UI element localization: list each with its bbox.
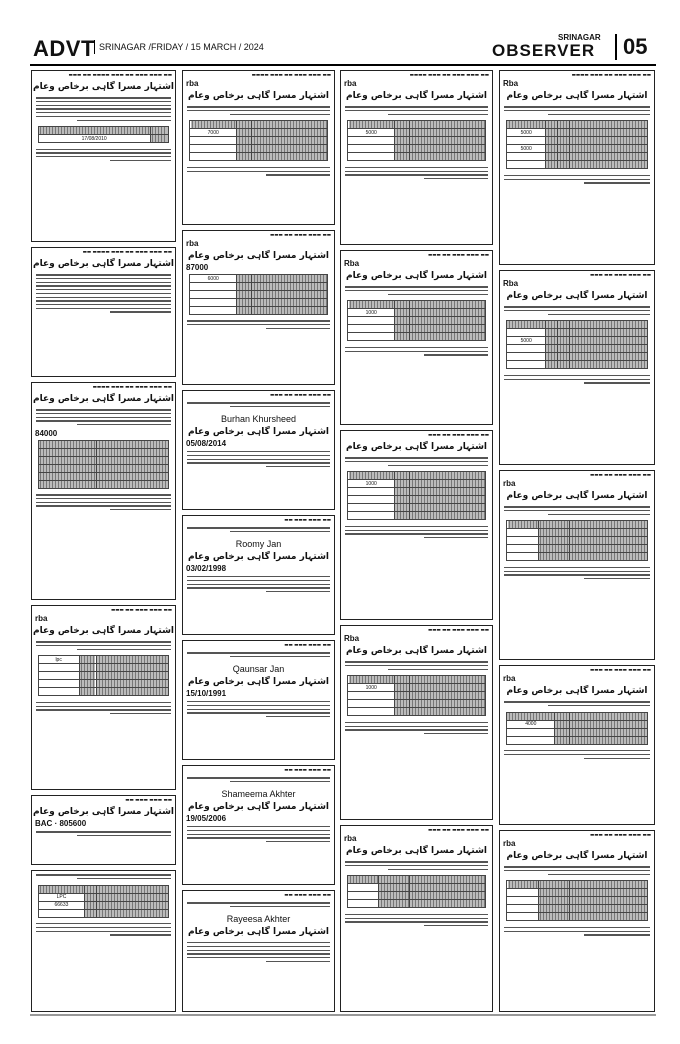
ad-person-name: Roomy Jan [235, 538, 282, 549]
ad-cell: 5000 [507, 145, 546, 153]
ad-amount: 87000 [186, 263, 209, 272]
section-label: ADVT [33, 36, 95, 61]
ad-title: اشتہار مسرا گاہی برخاص وعام [32, 626, 175, 636]
ad-tag: Rba [344, 634, 360, 643]
ad-cell: 6000 [190, 275, 237, 283]
ad-date: 19/05/2006 [186, 813, 227, 823]
ad-a1 [31, 70, 176, 242]
ad-c4: ▬▬ ▬▬▬ ▬▬▬ ▬▬ ▬▬▬ Rba اشتہار مسرا گاہی برخاص وعام 1000 [340, 625, 493, 820]
ad-c1: ▬▬ ▬▬▬ ▬▬▬ ▬▬ ▬▬▬ ▬▬▬▬ rba اشتہار مسرا گاہی برخاص وعام 5000 [340, 70, 493, 245]
ad-table [38, 126, 170, 143]
ad-cell: 5000 [507, 129, 546, 137]
ad-d4: ▬▬ ▬▬▬ ▬▬▬ ▬▬ ▬▬▬ rba اشتہار مسرا گاہی برخاص وعام 4000 [499, 665, 655, 825]
ad-a2: ▬▬ ▬▬▬ ▬▬▬ ▬▬ ▬▬▬ ▬▬▬▬ ▬▬ اشتہار مسرا گاہی برخاص وعام [31, 247, 176, 377]
ad-cell: 1000 [348, 309, 395, 317]
ad-table [347, 120, 486, 161]
ad-table [347, 675, 486, 716]
ad-d2: ▬▬ ▬▬▬ ▬▬▬ ▬▬ ▬▬▬ Rba اشتہار مسرا گاہی برخاص وعام 5000 [499, 270, 655, 465]
ad-title: اشتہار مسرا گاہی برخاص وعام [187, 426, 330, 437]
ad-title: اشتہار مسرا گاہی برخاص وعام [32, 259, 175, 269]
ad-table [506, 712, 648, 745]
ad-tag: Rba [503, 79, 519, 88]
ad-tag: Rba [503, 279, 519, 288]
ad-cell: 5000 [348, 129, 395, 137]
ad-date: 15/10/1991 [186, 688, 227, 698]
ad-title: اشتہار مسرا گاہی برخاص وعام [345, 442, 488, 452]
ad-title: اشتہار مسرا گاہی برخاص وعام [187, 676, 330, 687]
ad-tag: rba [503, 674, 516, 683]
ad-title: اشتہار مسرا گاہی برخاص وعام [187, 551, 330, 562]
ad-title: اشتہار مسرا گاہی برخاص وعام [506, 291, 648, 301]
ad-b5: ▬▬ ▬▬▬ ▬▬▬ ▬▬ Qaunsar Jan اشتہار مسرا گاہی برخاص وعام 15/10/1991 [182, 640, 335, 760]
ad-date: 05/08/2014 [186, 438, 227, 448]
ad-table [189, 274, 328, 315]
ad-title: اشتہار مسرا گاہی برخاص وعام [32, 807, 175, 817]
ad-table [38, 440, 170, 489]
ad-tag: LPC [38, 893, 84, 901]
ad-cell: lpc [38, 656, 79, 664]
ad-b3: ▬▬ ▬▬▬ ▬▬▬ ▬▬ ▬▬▬ Burhan Khursheed اشتہار مسرا گاہی برخاص وعام 05/08/2014 [182, 390, 335, 510]
ad-b1: ▬▬ ▬▬▬ ▬▬▬ ▬▬ ▬▬▬ ▬▬▬▬ rba اشتہار مسرا گاہی برخاص وعام 7000 [182, 70, 335, 225]
ad-amount: 805600 [59, 819, 87, 828]
ad-b6: ▬▬ ▬▬▬ ▬▬▬ ▬▬ Shameema Akhter اشتہار مسرا گاہی برخاص وعام 19/05/2006 [182, 765, 335, 885]
ad-tag: rba [344, 79, 357, 88]
brand-city: SRINAGAR [558, 33, 601, 42]
ad-person-name: Rayeesa Akhter [226, 913, 291, 924]
ad-table [506, 120, 648, 169]
ad-table [506, 320, 648, 369]
ad-date: 17/08/2010 [38, 135, 150, 143]
ad-title: اشتہار مسرا گاہی برخاص وعام [506, 686, 648, 696]
ad-tag: rba [35, 614, 48, 623]
ad-c3: ▬▬ ▬▬▬ ▬▬▬ ▬▬ ▬▬▬ اشتہار مسرا گاہی برخاص وعام 1000 [340, 430, 493, 620]
ad-a3: ▬▬ ▬▬▬ ▬▬▬ ▬▬ ▬▬▬ ▬▬▬▬ اشتہار مسرا گاہی برخاص وعام 84000 [31, 382, 176, 600]
ad-title: اشتہار مسرا گاہی برخاص وعام [32, 394, 175, 404]
ad-d3: ▬▬ ▬▬▬ ▬▬▬ ▬▬ ▬▬▬ rba اشتہار مسرا گاہی برخاص وعام [499, 470, 655, 660]
ad-cell: 1000 [348, 684, 395, 692]
ad-b2: ▬▬ ▬▬▬ ▬▬▬ ▬▬ ▬▬▬ rba اشتہار مسرا گاہی برخاص وعام 87000 6000 [182, 230, 335, 385]
ad-tag: rba [503, 839, 516, 848]
ad-table [38, 655, 170, 696]
ad-title: اشتہار مسرا گاہی برخاص وعام [506, 91, 648, 101]
ad-title: اشتہار مسرا گاہی برخاص وعام [345, 646, 488, 656]
ad-person-name: Qaunsar Jan [232, 663, 285, 674]
ad-table [38, 885, 170, 918]
ad-c5: ▬▬ ▬▬▬ ▬▬▬ ▬▬ ▬▬▬ rba اشتہار مسرا گاہی برخاص وعام [340, 825, 493, 1012]
ad-cell: 1000 [348, 480, 395, 488]
dateline: SRINAGAR /FRIDAY / 15 MARCH / 2024 [94, 40, 264, 54]
ad-title: اشتہار مسرا گاہی برخاص وعام [345, 846, 488, 856]
ad-person-name: Shameema Akhter [221, 788, 296, 799]
ad-date: 03/02/1998 [186, 563, 227, 573]
ad-person-name: Burhan Khursheed [220, 413, 297, 424]
page-number: 05 [615, 34, 647, 60]
ad-tag: rba [503, 479, 516, 488]
ad-title: اشتہار مسرا گاہی برخاص وعام [345, 91, 488, 101]
brand-logo: OBSERVER [492, 41, 596, 60]
ad-table [347, 875, 486, 908]
ad-header: ▬▬ ▬▬▬ ▬▬▬ ▬▬ ▬▬▬ ▬▬▬▬ ▬▬ ▬▬▬ [68, 73, 172, 78]
ad-title: اشتہار مسرا گاہی برخاص وعام [506, 491, 648, 501]
ad-title: اشتہار مسرا گاہی برخاص وعام [187, 91, 330, 101]
ad-a5: ▬▬ ▬▬▬ ▬▬▬ ▬▬ اشتہار مسرا گاہی برخاص وعام BAC · 805600 [31, 795, 176, 865]
ad-tag: rba [186, 239, 199, 248]
ad-title: اشتہار مسرا گاہی برخاص وعام [187, 801, 330, 812]
ad-amount: 66633 [38, 901, 84, 909]
ad-title: اشتہار مسرا گاہی برخاص وعام [187, 251, 330, 261]
ad-table [506, 880, 648, 921]
masthead [0, 0, 680, 62]
ad-b7: ▬▬ ▬▬▬ ▬▬▬ ▬▬ Rayeesa Akhter اشتہار مسرا گاہی برخاص وعام [182, 890, 335, 1012]
ad-tag: rba [186, 79, 199, 88]
ad-cell: 4000 [507, 720, 555, 728]
ad-table [347, 471, 486, 520]
ad-cell: 5000 [507, 337, 546, 345]
ad-d1: ▬▬ ▬▬▬ ▬▬▬ ▬▬ ▬▬▬ ▬▬▬▬ Rba اشتہار مسرا گاہی برخاص وعام 5000 5000 [499, 70, 655, 265]
ad-tag: Rba [344, 259, 360, 268]
ad-c2: ▬▬ ▬▬▬ ▬▬▬ ▬▬ ▬▬▬ Rba اشتہار مسرا گاہی برخاص وعام 1000 [340, 250, 493, 425]
masthead-rule [30, 64, 656, 66]
ad-table [189, 120, 328, 161]
ad-table [347, 300, 486, 341]
ad-d5: ▬▬ ▬▬▬ ▬▬▬ ▬▬ ▬▬▬ rba اشتہار مسرا گاہی برخاص وعام [499, 830, 655, 1012]
ad-title: اشتہار مسرا گاہی برخاص وعام [345, 271, 488, 281]
ad-amount: 84000 [35, 428, 58, 438]
ad-tag: BAC [35, 819, 53, 828]
ad-table [506, 520, 648, 561]
ad-a6 [31, 870, 176, 1012]
ad-title: اشتہار مسرا گاہی برخاص وعام [32, 82, 175, 92]
ad-tag: rba [344, 834, 357, 843]
footer-rule [30, 1014, 656, 1016]
ad-cell: 7000 [190, 129, 237, 137]
ad-title: اشتہار مسرا گاہی برخاص وعام [506, 851, 648, 861]
ad-b4: ▬▬ ▬▬▬ ▬▬▬ ▬▬ Roomy Jan اشتہار مسرا گاہی برخاص وعام 03/02/1998 [182, 515, 335, 635]
ad-a4: ▬▬ ▬▬▬ ▬▬▬ ▬▬ ▬▬▬ rba اشتہار مسرا گاہی برخاص وعام lpc [31, 605, 176, 790]
ad-title: اشتہار مسرا گاہی برخاص وعام [187, 926, 330, 937]
